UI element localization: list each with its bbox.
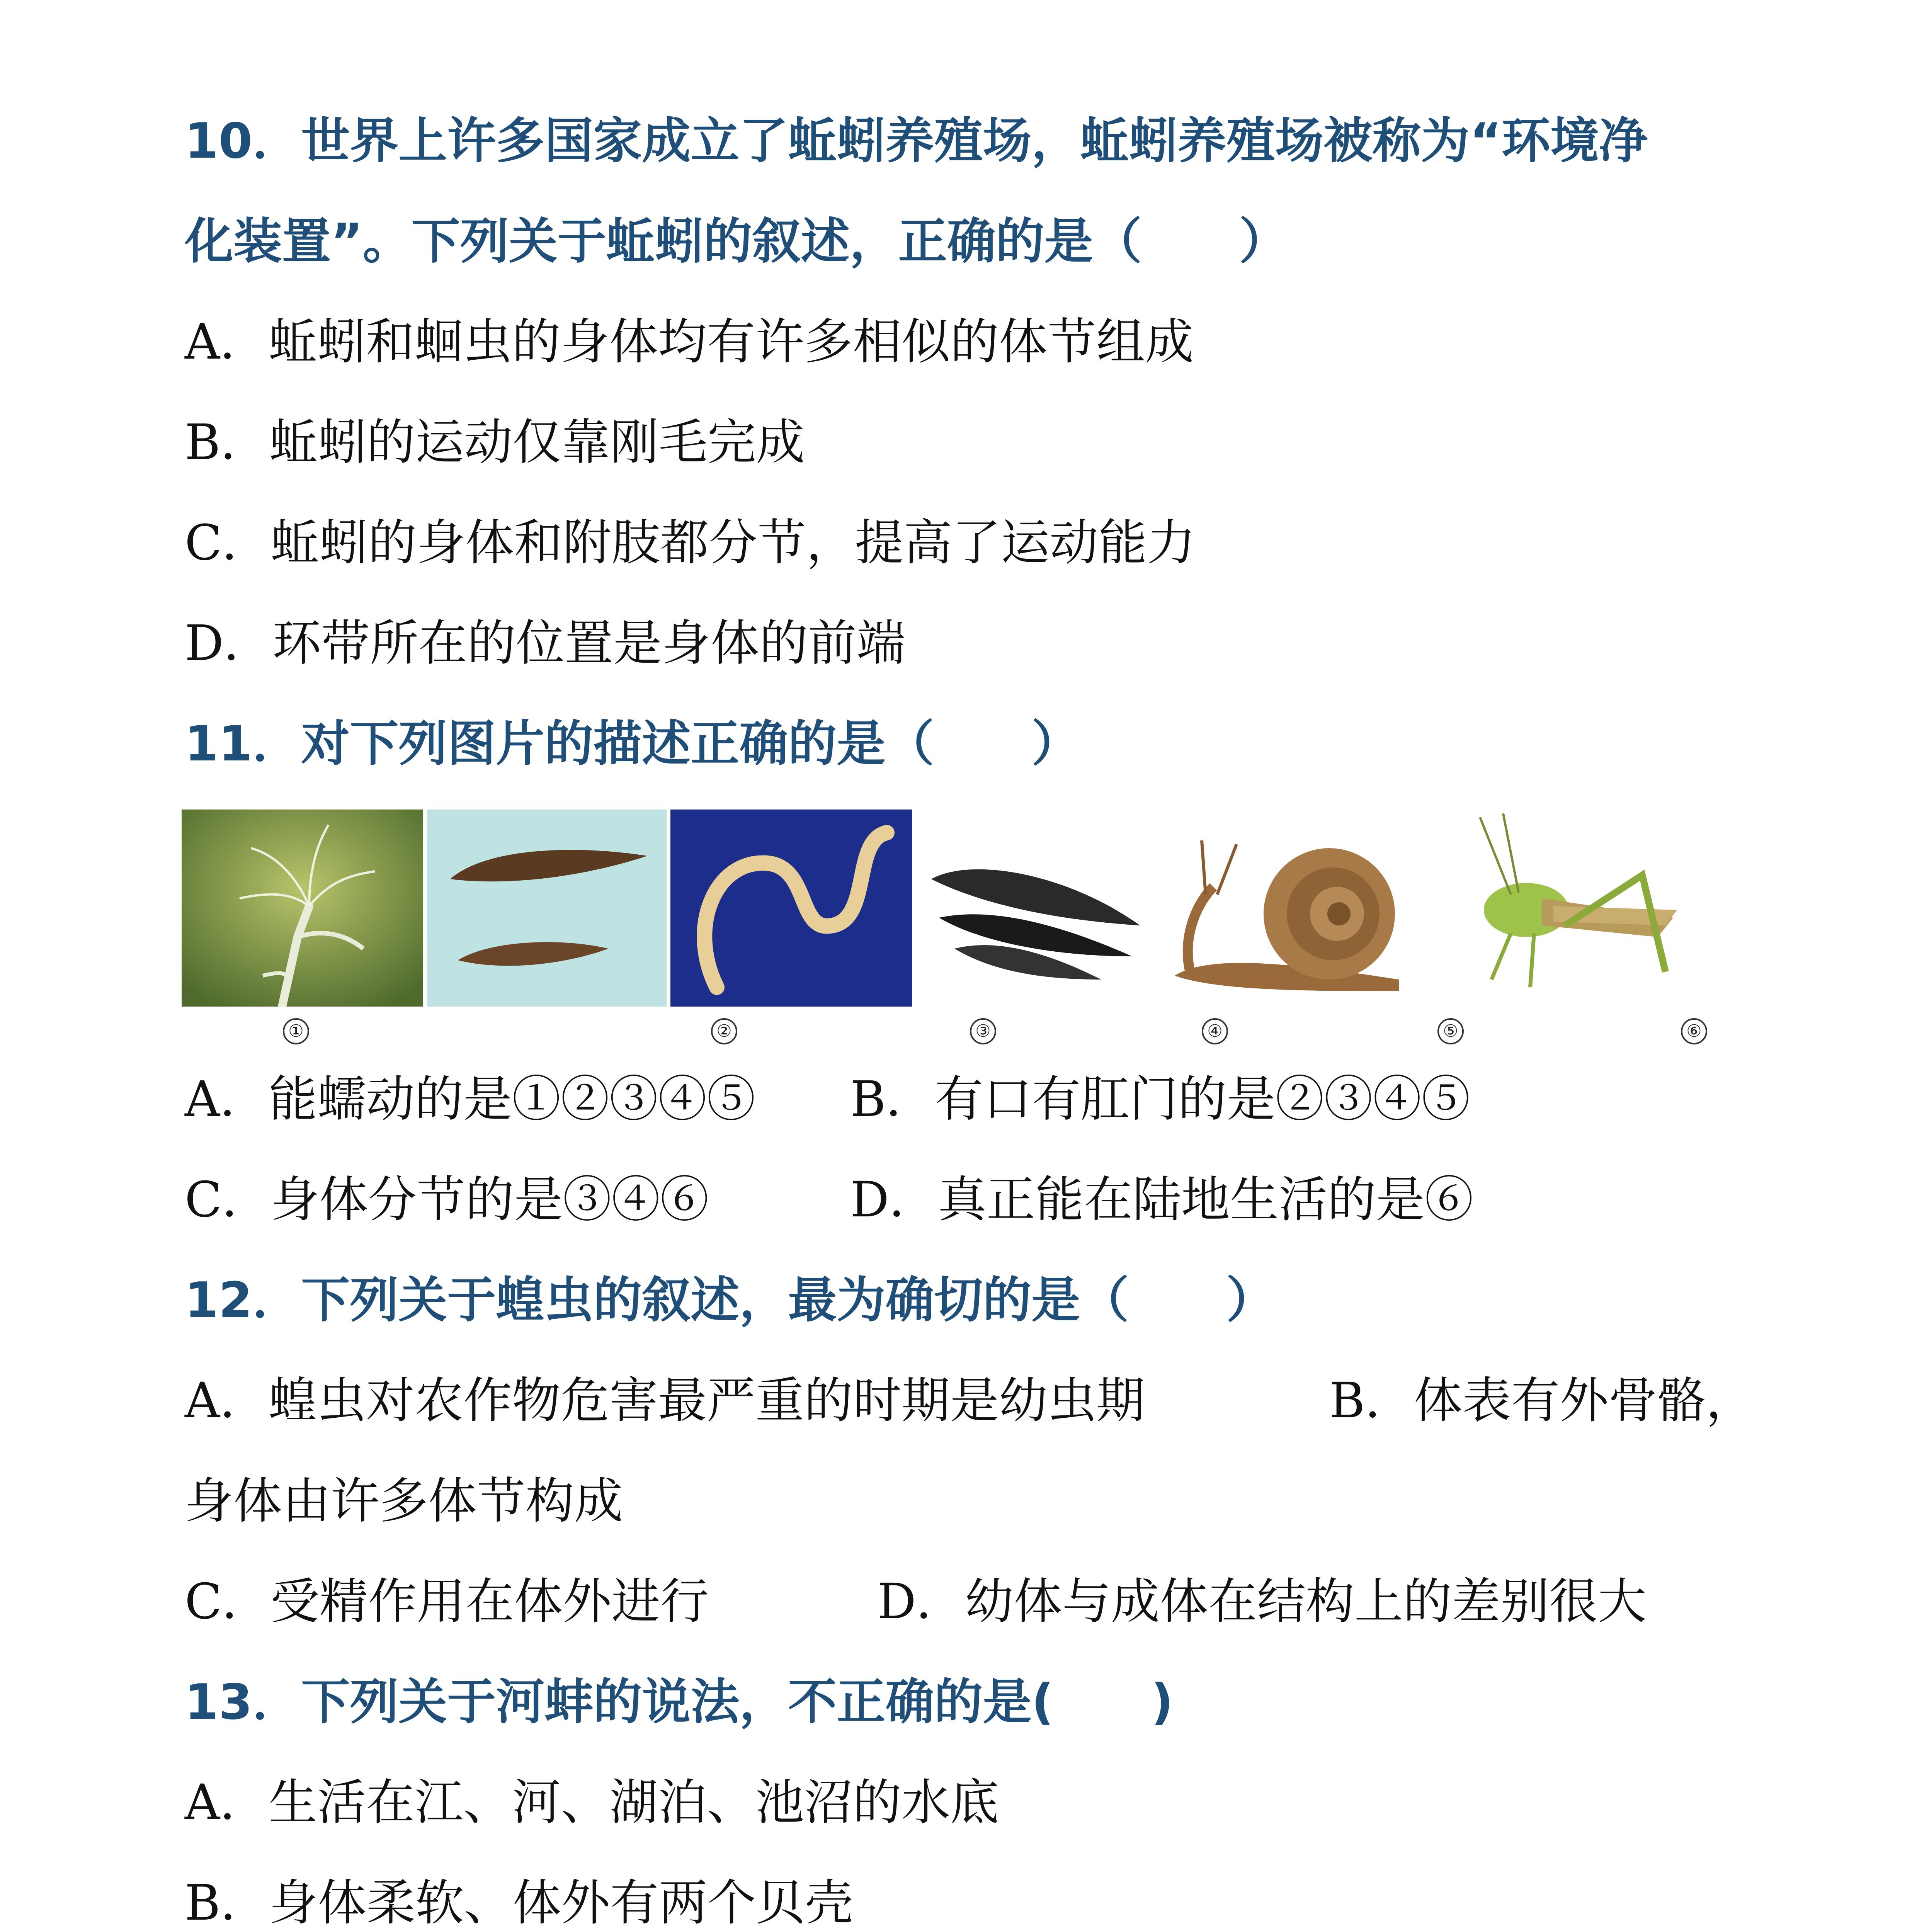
question-10-option-c: C．蚯蚓的身体和附肢都分节，提高了运动能力 — [185, 514, 1196, 571]
planarian-photo — [427, 810, 667, 1007]
question-13-option-a: A．生活在江、河、湖泊、池沼的水底 — [185, 1774, 999, 1831]
question-13-option-b: B．身体柔软、体外有两个贝壳 — [185, 1874, 854, 1931]
grasshopper-photo — [1426, 810, 1700, 1007]
question-11-option-a: A．能蠕动的是①②③④⑤ — [185, 1071, 755, 1128]
question-11-option-d: D．真正能在陆地生活的是⑥ — [850, 1171, 1474, 1228]
figure-label-3: ③ — [970, 1018, 996, 1044]
hydra-photo — [182, 810, 423, 1007]
question-11-option-b: B．有口有肛门的是②③④⑤ — [850, 1071, 1470, 1128]
question-12-stem: 12．下列关于蝗虫的叙述，最为确切的是（ ） — [185, 1272, 1275, 1328]
snail-photo — [1159, 810, 1422, 1007]
question-12-option-b: B．体表有外骨骼， — [1329, 1372, 1755, 1429]
question-10-stem-line2: 化装置”。下列关于蚯蚓的叙述，正确的是（ ） — [185, 213, 1288, 270]
question-11-stem: 11．对下列图片的描述正确的是（ ） — [185, 715, 1080, 772]
figure-label-2: ② — [711, 1018, 737, 1044]
roundworm-photo — [670, 810, 912, 1007]
question-12-option-b-cont: 身体由许多体节构成 — [185, 1473, 623, 1529]
question-11-option-c: C．身体分节的是③④⑥ — [185, 1171, 709, 1228]
leech-photo — [916, 810, 1155, 1007]
question-13-stem: 13．下列关于河蚌的说法，不正确的是( ) — [185, 1673, 1174, 1730]
question-10-stem-line1: 10．世界上许多国家成立了蚯蚓养殖场，蚯蚓养殖场被称为“环境净 — [185, 112, 1648, 169]
question-10-option-b: B．蚯蚓的运动仅靠刚毛完成 — [185, 414, 805, 471]
question-12-option-d: D．幼体与成体在结构上的差别很大 — [877, 1573, 1647, 1630]
question-12-option-c: C．受精作用在体外进行 — [185, 1573, 709, 1630]
figure-label-5: ⑤ — [1437, 1018, 1464, 1044]
question-11-figure — [182, 810, 1700, 1041]
question-10-option-a: A．蚯蚓和蛔虫的身体均有许多相似的体节组成 — [185, 313, 1194, 370]
figure-label-4: ④ — [1202, 1018, 1228, 1044]
figure-label-1: ① — [283, 1018, 309, 1044]
figure-label-6: ⑥ — [1681, 1018, 1707, 1044]
question-10-option-d: D．环带所在的位置是身体的前端 — [185, 615, 906, 672]
question-12-option-a: A．蝗虫对农作物危害最严重的时期是幼虫期 — [185, 1372, 1145, 1429]
